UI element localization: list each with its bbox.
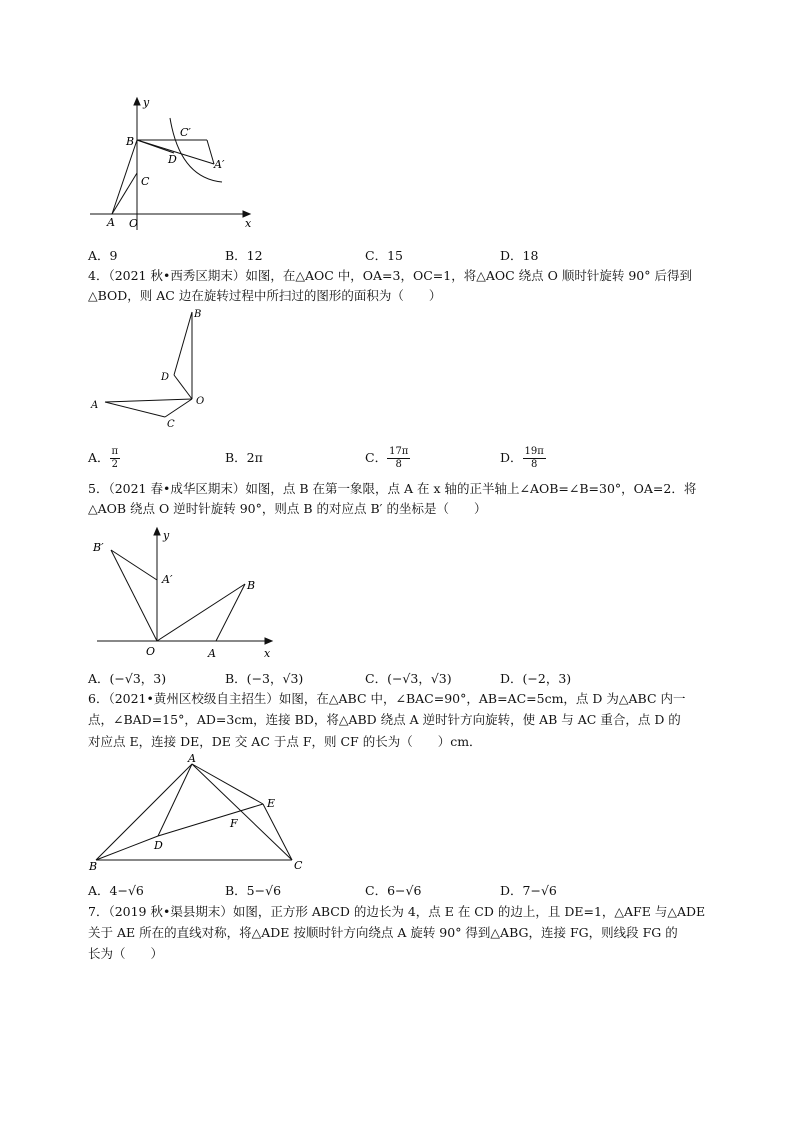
q4-option-a[interactable] bbox=[88, 446, 120, 471]
q3-option-c[interactable]: C．15 bbox=[365, 248, 403, 263]
q4-label-o: O bbox=[196, 396, 205, 407]
q3-label-a1: A′ bbox=[214, 158, 225, 171]
q3-x-label: x bbox=[245, 217, 252, 230]
q4-text-line2: △BOD，则 AC 边在旋转过程中所扫过的图形的面积为（ ） bbox=[88, 288, 442, 303]
q4-option-b[interactable]: B．2π bbox=[225, 450, 263, 465]
q4-label-a: A bbox=[91, 400, 99, 411]
q6-label-b: B bbox=[89, 860, 98, 873]
q6-option-b[interactable]: B．5−√6 bbox=[225, 883, 282, 898]
q3-options bbox=[88, 246, 708, 266]
q3-label-a: A bbox=[107, 216, 115, 229]
q5-label-a: A bbox=[208, 647, 216, 660]
q4-option-d-den: 8 bbox=[530, 459, 538, 470]
q5-text-line2: △AOB 绕点 O 逆时针旋转 90°，则点 B 的对应点 B′ 的坐标是（ ） bbox=[88, 501, 487, 516]
q7-text-line2: 关于 AE 所在的直线对称，将△ADE 按顺时针方向绕点 A 旋转 90° 得到△ABG，连接 FG，则线段 FG 的 bbox=[88, 925, 678, 940]
q6-label-f: F bbox=[230, 817, 238, 830]
q5-option-a[interactable]: A．(−√3，3) bbox=[88, 671, 167, 686]
q4-figure bbox=[85, 305, 225, 435]
q4-option-c-den: 8 bbox=[395, 459, 402, 470]
q6-label-e: E bbox=[267, 797, 276, 810]
q3-label-c: C bbox=[141, 175, 150, 188]
q3-label-c1: C′ bbox=[180, 126, 191, 139]
q4-option-d-num: 19π bbox=[524, 446, 544, 457]
q4-option-d-prefix: D． bbox=[500, 450, 523, 465]
q4-option-c-num: 17π bbox=[389, 446, 409, 457]
q6-text-line2: 点，∠BAD=15°，AD=3cm，连接 BD，将△ABD 绕点 A 逆时针方向旋转，使 AB 与 AC 重合，点 D 的 bbox=[88, 712, 681, 727]
q6-option-d[interactable]: D．7−√6 bbox=[500, 883, 557, 898]
q3-y-label: y bbox=[143, 96, 150, 109]
q3-option-b[interactable]: B．12 bbox=[225, 248, 263, 263]
q6-label-c: C bbox=[294, 859, 303, 872]
q4-option-c-prefix: C． bbox=[365, 450, 388, 465]
q6-label-a: A bbox=[188, 752, 196, 765]
q7-text-line3: 长为（ ） bbox=[88, 946, 164, 961]
q5-x-label: x bbox=[264, 647, 271, 660]
q4-option-c[interactable] bbox=[365, 446, 410, 471]
q4-option-c-fraction bbox=[387, 446, 410, 471]
q5-label-a1: A′ bbox=[162, 573, 173, 586]
q6-figure bbox=[85, 752, 315, 877]
q6-text-line3: 对应点 E，连接 DE，DE 交 AC 于点 F，则 CF 的长为（ ）cm． bbox=[88, 734, 482, 749]
q4-option-a-prefix: A． bbox=[88, 450, 110, 465]
q5-y-label: y bbox=[163, 529, 170, 542]
q4-option-a-num: π bbox=[111, 446, 119, 457]
q4-option-a-den: 2 bbox=[111, 459, 118, 470]
q3-label-b: B bbox=[126, 135, 135, 148]
q4-options bbox=[88, 440, 708, 472]
q4-option-d[interactable] bbox=[500, 446, 546, 471]
q6-text-line1: 6．（2021•黄州区校级自主招生）如图，在△ABC 中，∠BAC=90°，AB=AC=5cm，点 D 为△ABC 内一 bbox=[88, 691, 686, 706]
q7-text-line1: 7．（2019 秋•渠县期末）如图，正方形 ABCD 的边长为 4，点 E 在 CD 的边上，且 DE=1，△AFE 与△ADE bbox=[88, 904, 706, 919]
q4-option-d-fraction bbox=[523, 446, 546, 471]
q5-label-o: O bbox=[146, 645, 156, 658]
q6-option-c[interactable]: C．6−√6 bbox=[365, 883, 422, 898]
q3-label-o: O bbox=[129, 217, 139, 230]
q5-options bbox=[88, 669, 708, 689]
q5-text-line1: 5．（2021 春•成华区期末）如图，点 B 在第一象限，点 A 在 x 轴的正半轴上∠AOB=∠B=30°，OA=2．将 bbox=[88, 481, 697, 496]
q3-figure bbox=[80, 90, 270, 240]
q5-label-b1: B′ bbox=[93, 541, 104, 554]
q3-option-d[interactable]: D．18 bbox=[500, 248, 539, 263]
q5-figure bbox=[85, 520, 285, 665]
q4-label-c: C bbox=[167, 419, 175, 430]
q5-label-b: B bbox=[247, 579, 256, 592]
q5-option-c[interactable]: C．(−√3，√3) bbox=[365, 671, 452, 686]
q4-label-d: D bbox=[161, 372, 170, 383]
q5-option-b[interactable]: B．(−3，√3) bbox=[225, 671, 304, 686]
q6-options bbox=[88, 881, 708, 901]
q5-option-d[interactable]: D．(−2，3) bbox=[500, 671, 572, 686]
q4-text-line1: 4．（2021 秋•西秀区期末）如图，在△AOC 中，OA=3，OC=1，将△AOC 绕点 O 顺时针旋转 90° 后得到 bbox=[88, 268, 692, 283]
q4-label-b: B bbox=[194, 309, 202, 320]
q4-option-a-fraction bbox=[110, 446, 121, 471]
q6-label-d: D bbox=[154, 839, 163, 852]
q3-option-a[interactable]: A．9 bbox=[88, 248, 118, 263]
q6-option-a[interactable]: A．4−√6 bbox=[88, 883, 144, 898]
q3-label-d: D bbox=[168, 153, 177, 166]
